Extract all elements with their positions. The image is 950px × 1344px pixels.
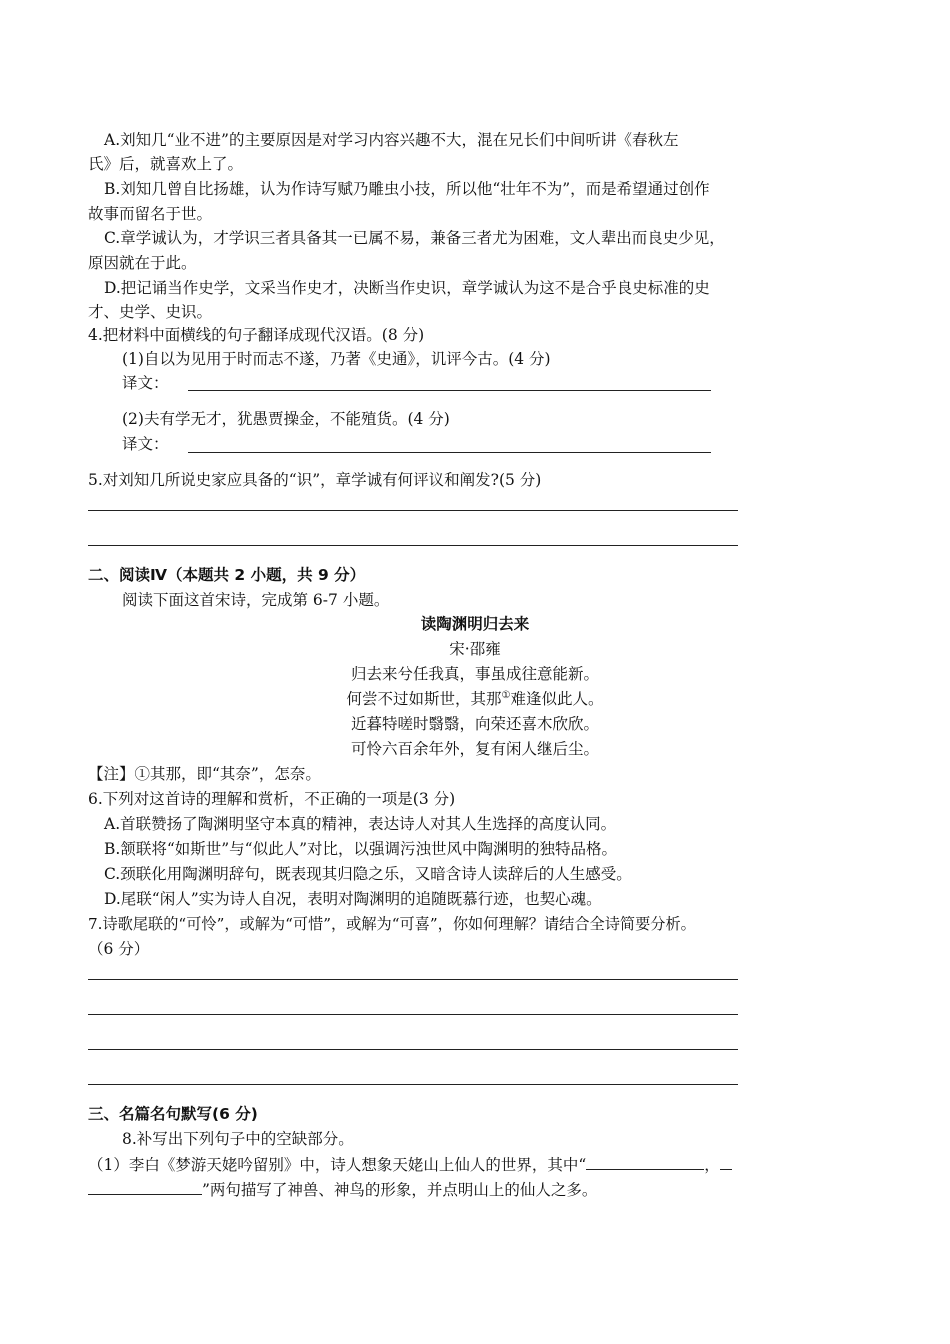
q6-option-b: B.颔联将“如斯世”与“似此人”对比，以强调污浊世风中陶渊明的独特品格。 xyxy=(104,840,618,858)
q3-option-a-line1: A.刘知几“业不进”的主要原因是对学习内容兴趣不大，混在兄长们中间听讲《春秋左 xyxy=(104,131,679,149)
q8-blank-2-start[interactable] xyxy=(720,1155,732,1170)
q8-blank-2[interactable] xyxy=(88,1180,202,1195)
q5-answer-line-2[interactable] xyxy=(88,545,738,546)
section-2-heading: 二、阅读Ⅳ（本题共 2 小题，共 9 分） xyxy=(88,566,366,584)
poem-note: 【注】①其那，即“其奈”，怎奈。 xyxy=(88,765,321,783)
poem-line-3: 近暮特嗟时翳翳，向荣还喜木欣欣。 xyxy=(350,715,599,733)
q6-option-c: C.颈联化用陶渊明辞句，既表现其归隐之乐，又暗含诗人读辞后的人生感受。 xyxy=(104,865,632,883)
poem-line-2-part-2: 难逢似此人。 xyxy=(510,690,604,708)
poem-line-1: 归去来兮任我真，事虽成往意能新。 xyxy=(350,665,599,683)
q8-part-1-text: （1）李白《梦游天姥吟留别》中，诗人想象天姥山上仙人的世界，其中“ xyxy=(88,1156,587,1174)
poem-author: 宋·邵雍 xyxy=(449,640,501,658)
q6-option-d: D.尾联“闲人”实为诗人自况，表明对陶渊明的追随既慕行迹，也契心魂。 xyxy=(104,890,602,908)
q8-part-1-line-1 xyxy=(88,1155,732,1175)
q3-option-d-line2: 才、史学、史识。 xyxy=(88,303,213,321)
q6-option-a: A.首联赞扬了陶渊明坚守本真的精神，表达诗人对其人生选择的高度认同。 xyxy=(104,815,617,833)
q3-option-d-line1: D.把记诵当作史学，文采当作史才，决断当作史识，章学诚认为这不是合乎良史标准的史 xyxy=(104,279,710,297)
q6-stem: 6.下列对这首诗的理解和赏析，不正确的一项是(3 分) xyxy=(88,790,456,808)
section-2-intro: 阅读下面这首宋诗，完成第 6-7 小题。 xyxy=(122,591,390,609)
q7-stem: 7.诗歌尾联的“可怜”，或解为“可惜”，或解为“可喜”，你如何理解？请结合全诗简要分析。 xyxy=(88,915,696,933)
q7-answer-line-1[interactable] xyxy=(88,979,738,980)
section-3-heading: 三、名篇名句默写(6 分) xyxy=(88,1105,258,1123)
poem-line-2 xyxy=(300,689,650,709)
q7-answer-line-2[interactable] xyxy=(88,1014,738,1015)
q7-score: （6 分） xyxy=(88,940,150,958)
q4-sentence-1: (1)自以为见用于时而志不遂，乃著《史通》，讥评今古。(4 分) xyxy=(122,350,551,368)
q3-option-b-line1: B.刘知几曾自比扬雄，认为作诗写赋乃雕虫小技，所以他“壮年不为”，而是希望通过创作 xyxy=(104,180,710,198)
q5-answer-line-1[interactable] xyxy=(88,510,738,511)
q8-part-1-end: ”两句描写了神兽、神鸟的形象，并点明山上的仙人之多。 xyxy=(202,1181,598,1199)
q4-stem: 4.把材料中面横线的句子翻译成现代汉语。(8 分) xyxy=(88,326,425,344)
q8-blank-1[interactable] xyxy=(586,1155,704,1170)
q3-option-c-line2: 原因就在于此。 xyxy=(88,254,197,272)
q5-stem: 5.对刘知几所说史家应具备的“识”，章学诚有何评议和阐发?(5 分) xyxy=(88,471,542,489)
q3-option-b-line2: 故事而留名于世。 xyxy=(88,205,213,223)
q8-part-1-line-2 xyxy=(88,1180,597,1200)
q4-sentence-2: (2)夫有学无才，犹愚贾操金，不能殖货。(4 分) xyxy=(122,410,450,428)
q7-answer-line-3[interactable] xyxy=(88,1049,738,1050)
q8-stem: 8.补写出下列句子中的空缺部分。 xyxy=(122,1130,354,1148)
q4-answer-label-1: 译文： xyxy=(122,374,169,392)
q3-option-a-line2: 氏》后，就喜欢上了。 xyxy=(88,155,244,173)
q7-answer-line-4[interactable] xyxy=(88,1084,738,1085)
footnote-marker: ① xyxy=(501,689,511,701)
q4-answer-line-2[interactable] xyxy=(188,452,711,453)
q4-answer-label-2: 译文： xyxy=(122,435,169,453)
poem-line-2-part-1: 何尝不过如斯世，其那 xyxy=(346,690,502,708)
q3-option-c-line1: C.章学诚认为，才学识三者具备其一已属不易，兼备三者尤为困难，文人辈出而良史少见， xyxy=(104,229,725,247)
poem-title: 读陶渊明归去来 xyxy=(420,615,530,633)
q4-answer-line-1[interactable] xyxy=(188,390,711,391)
poem-line-4: 可怜六百余年外，复有闲人继后尘。 xyxy=(350,740,599,758)
q8-comma: ， xyxy=(704,1156,720,1174)
